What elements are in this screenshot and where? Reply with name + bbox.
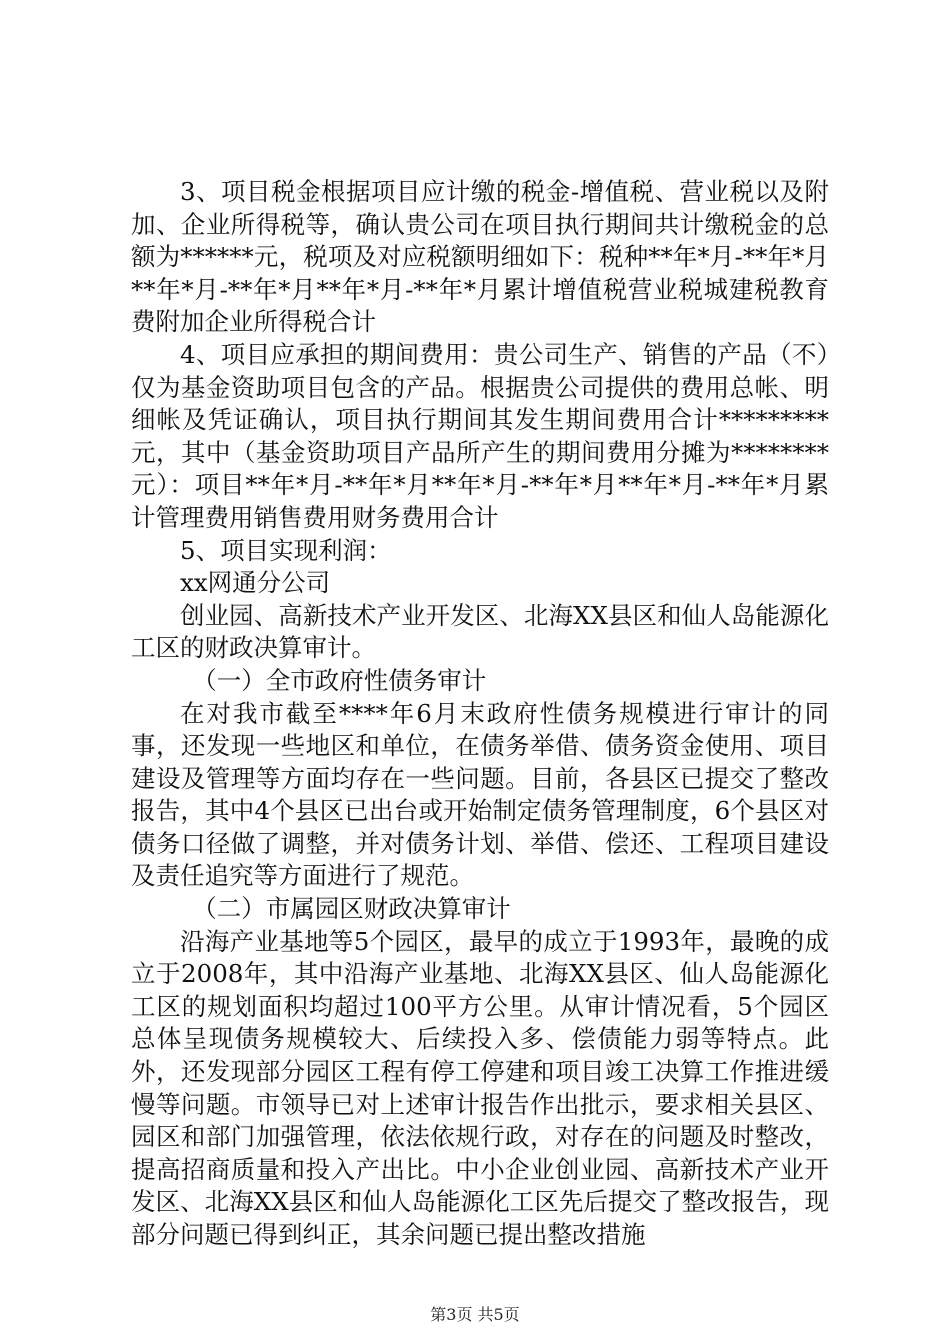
paragraph-company: xx网通分公司: [180, 568, 331, 598]
document-body: [131, 176, 829, 1252]
paragraph-debt-audit: 在对我市截至****年6月末政府性债务规模进行审计的同事，还发现一些地区和单位，在债务举借、债务资金使用、项目建设及管理等方面均存在一些问题。目前，各县区已提交了整改报告，其中4个县区已出台或开始制定债务管理制度，6个县区对债务口径做了调整，并对债务计划、举借、偿还、工程项目建设及责任追究等方面进行了规范。: [131, 698, 829, 891]
heading-park-audit: （二）市属园区财政决算审计: [192, 894, 511, 924]
paragraph-audit-scope: 创业园、高新技术产业开发区、北海XX县区和仙人岛能源化工区的财政决算审计。: [131, 600, 829, 663]
paragraph-tax: 3、项目税金根据项目应计缴的税金-增值税、营业税以及附加、企业所得税等，确认贵公司在项目执行期间共计缴税金的总额为******元，税项及对应税额明细如下：税种**年*月-**年*月**年*月-**年*月**年*月-**年*月累计增值税营业税城建税教育费附加企业所得税合计: [131, 177, 829, 337]
paragraph-profit: 5、项目实现利润：: [180, 535, 392, 565]
paragraph-period-expenses: 4、项目应承担的期间费用：贵公司生产、销售的产品（不）仅为基金资助项目包含的产品。根据贵公司提供的费用总帐、明细帐及凭证确认，项目执行期间其发生期间费用合计*********元，其中（基金资助项目产品所产生的期间费用分摊为********元）：项目**年*月-**年*月**年*月-**年*月**年*月-**年*月累计管理费用销售费用财务费用合计: [131, 339, 829, 532]
page-footer: 第3页 共5页: [430, 1305, 520, 1324]
heading-debt-audit: （一）全市政府性债务审计: [192, 665, 487, 695]
paragraph-park-audit: 沿海产业基地等5个园区，最早的成立于1993年，最晚的成立于2008年，其中沿海产业基地、北海XX县区、仙人岛能源化工区的规划面积均超过100平方公里。从审计情况看，5个园区总体呈现债务规模较大、后续投入多、偿债能力弱等特点。此外，还发现部分园区工程有停工停建和项目竣工决算工作推进缓慢等问题。市领导已对上述审计报告作出批示，要求相关县区、园区和部门加强管理，依法依规行政，对存在的问题及时整改，提高招商质量和投入产出比。中小企业创业园、高新技术产业开发区、北海XX县区和仙人岛能源化工区先后提交了整改报告，现部分问题已得到纠正，其余问题已提出整改措施: [131, 926, 829, 1249]
